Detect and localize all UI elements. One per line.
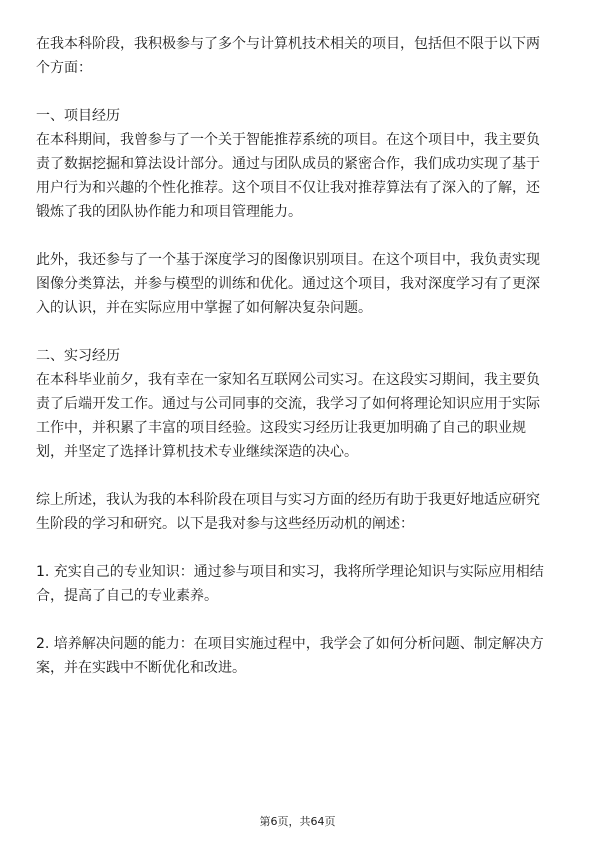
paragraph-line: 用户行为和兴趣的个性化推荐。这个项目不仅让我对推荐算法有了深入的了解，还 [36, 180, 540, 196]
motivation-item-1 [36, 560, 564, 608]
paragraph-line: 入的认识，并在实际应用中掌握了如何解决复杂问题。 [36, 300, 372, 316]
projects-paragraph-1 [36, 128, 564, 224]
paragraph-line: 工作中，并积累了丰富的项目经验。这段实习经历让我更加明确了自己的职业规 [36, 420, 526, 436]
section-heading-internship: 二、实习经历 [36, 348, 120, 364]
paragraph-line: 生阶段的学习和研究。以下是我对参与这些经历动机的阐述： [36, 516, 414, 532]
paragraph-line: 图像分类算法，并参与模型的训练和优化。通过这个项目，我对深度学习有了更深 [36, 276, 540, 292]
list-item-line: 2. 培养解决问题的能力：在项目实施过程中，我学会了如何分析问题、制定解决方 [36, 636, 544, 652]
paragraph-gap [36, 464, 564, 488]
intro-line: 个方面： [36, 60, 92, 76]
paragraph-line: 在本科期间，我曾参与了一个关于智能推荐系统的项目。在这个项目中，我主要负 [36, 132, 540, 148]
list-item-line: 案，并在实践中不断优化和改进。 [36, 660, 246, 676]
list-item-line: 1. 充实自己的专业知识：通过参与项目和实习，我将所学理论知识与实际应用相结 [36, 564, 544, 580]
paragraph-line: 责了数据挖掘和算法设计部分。通过与团队成员的紧密合作，我们成功实现了基于 [36, 156, 540, 172]
projects-paragraph-2 [36, 248, 564, 320]
intro-line: 在我本科阶段，我积极参与了多个与计算机技术相关的项目，包括但不限于以下两 [36, 36, 540, 52]
paragraph-line: 综上所述，我认为我的本科阶段在项目与实习方面的经历有助于我更好地适应研究 [36, 492, 540, 508]
paragraph-line: 划，并坚定了选择计算机技术专业继续深造的决心。 [36, 444, 358, 460]
motivation-item-2 [36, 632, 564, 680]
paragraph-line: 此外，我还参与了一个基于深度学习的图像识别项目。在这个项目中，我负责实现 [36, 252, 540, 268]
intro-paragraph [36, 32, 564, 80]
paragraph-gap [36, 80, 564, 104]
document-body [36, 32, 564, 680]
paragraph-gap [36, 536, 564, 560]
summary-paragraph [36, 488, 564, 536]
internship-paragraph [36, 368, 564, 464]
list-item-line: 合，提高了自己的专业素养。 [36, 588, 218, 604]
paragraph-line: 在本科毕业前夕，我有幸在一家知名互联网公司实习。在这段实习期间，我主要负 [36, 372, 540, 388]
page-number-footer: 第6页，共64页 [259, 815, 336, 828]
paragraph-gap [36, 320, 564, 344]
paragraph-line: 锻炼了我的团队协作能力和项目管理能力。 [36, 204, 302, 220]
paragraph-gap [36, 608, 564, 632]
paragraph-line: 责了后端开发工作。通过与公司同事的交流，我学习了如何将理论知识应用于实际 [36, 396, 540, 412]
paragraph-gap [36, 224, 564, 248]
section-heading-projects: 一、项目经历 [36, 108, 120, 124]
